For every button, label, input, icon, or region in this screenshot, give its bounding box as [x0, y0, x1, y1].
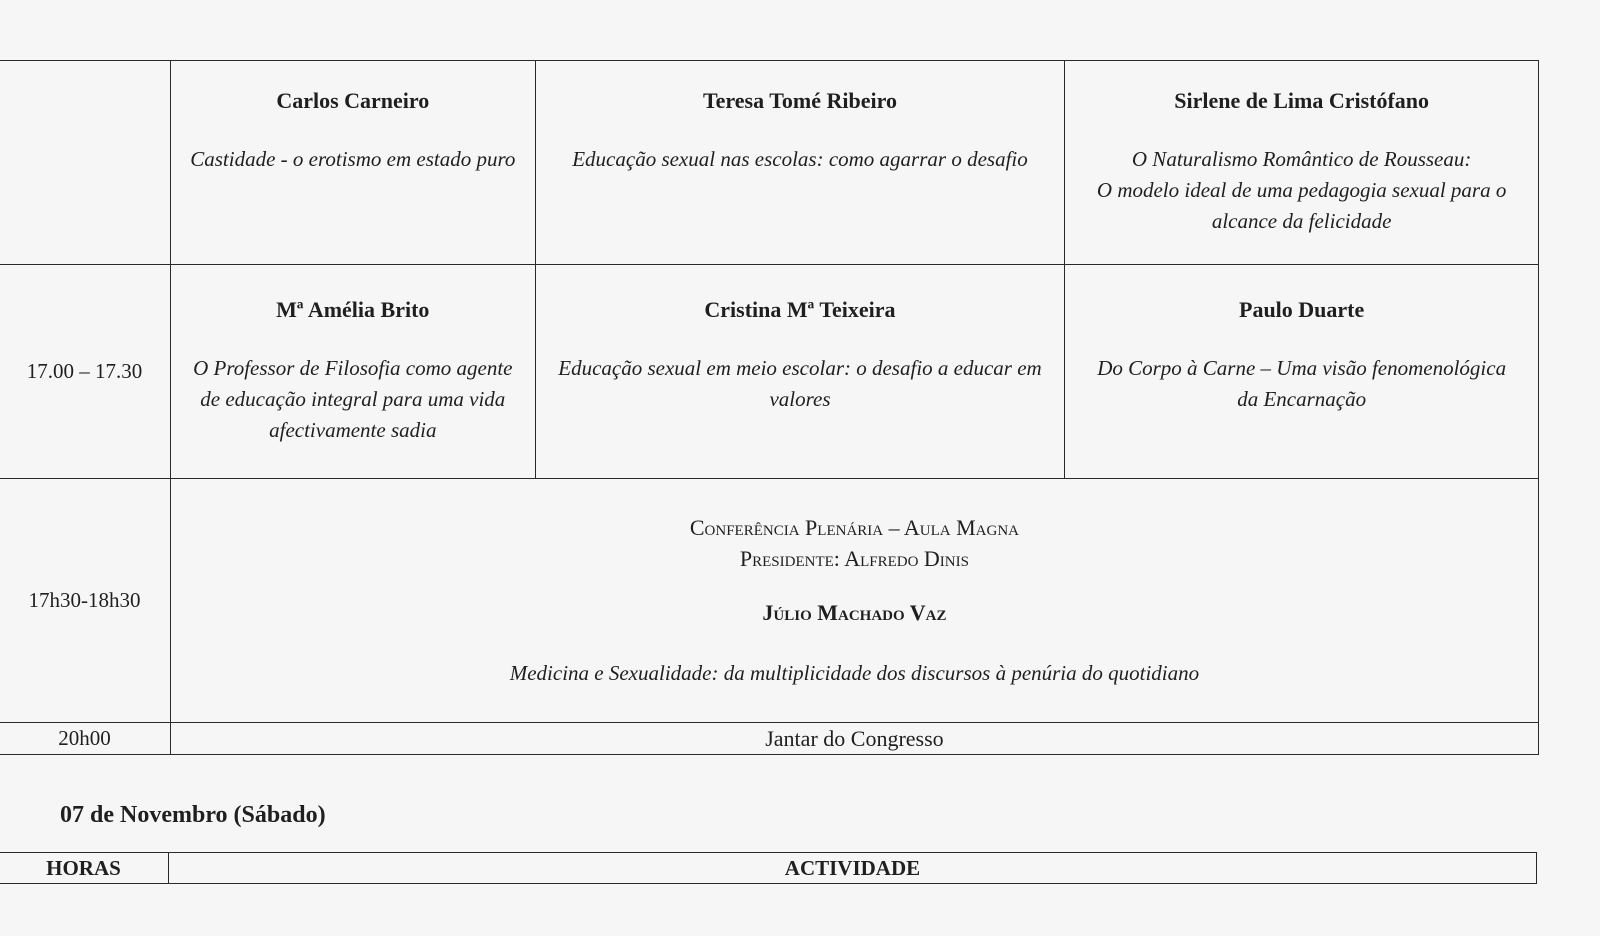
time-cell	[0, 61, 170, 265]
talk-title-line: alcance da felicidade	[1211, 209, 1392, 233]
session-cell	[1065, 61, 1539, 265]
talk-title-line: da Encarnação	[1237, 387, 1367, 411]
schedule-table	[0, 60, 1539, 755]
time-cell: 17.00 – 17.30	[0, 265, 170, 479]
talk-title-line: O modelo ideal de uma pedagogia sexual para o	[1096, 178, 1507, 202]
speaker-name: Cristina Mª Teixeira	[704, 297, 896, 322]
talk-title-line: de educação integral para uma vida	[200, 387, 506, 411]
speaker-name: Paulo Duarte	[1239, 297, 1365, 322]
speaker-name: Mª Amélia Brito	[276, 297, 430, 322]
day2-header-table	[0, 852, 1537, 884]
speaker-name: Teresa Tomé Ribeiro	[703, 88, 897, 113]
schedule-row	[0, 479, 1539, 723]
speaker-name: Sirlene de Lima Cristófano	[1174, 88, 1430, 113]
talk-title-line: O Professor de Filosofia como agente	[193, 356, 513, 380]
dinner-cell: Jantar do Congresso	[170, 723, 1538, 755]
plenary-heading: Conferência Plenária – Aula Magna	[689, 515, 1020, 540]
schedule-row	[0, 723, 1539, 755]
activity-header: ACTIVIDADE	[168, 853, 1536, 884]
time-cell: 20h00	[0, 723, 170, 755]
plenary-title: Medicina e Sexualidade: da multiplicidade dos discursos à penúria do quotidiano	[509, 661, 1200, 685]
talk-title-line: O Naturalismo Romântico de Rousseau:	[1131, 147, 1472, 171]
talk-title: Castidade - o erotismo em estado puro	[190, 147, 516, 171]
plenary-speaker: Júlio Machado Vaz	[762, 600, 947, 625]
session-cell	[170, 61, 535, 265]
schedule-row	[0, 61, 1539, 265]
talk-title-line: afectivamente sadia	[269, 418, 437, 442]
talk-title-line: valores	[769, 387, 831, 411]
session-cell	[535, 61, 1065, 265]
session-cell	[1065, 265, 1539, 479]
plenary-cell	[170, 479, 1538, 723]
talk-title-line: Educação sexual em meio escolar: o desafio a educar em	[558, 356, 1042, 380]
plenary-president: Presidente: Alfredo Dinis	[739, 546, 969, 571]
day-title: 07 de Novembro (Sábado)	[60, 802, 326, 828]
schedule-row	[0, 265, 1539, 479]
talk-title-line: Do Corpo à Carne – Uma visão fenomenológica	[1097, 356, 1507, 380]
talk-title: Educação sexual nas escolas: como agarrar o desafio	[572, 147, 1028, 171]
speaker-name: Carlos Carneiro	[276, 88, 430, 113]
hours-header: HORAS	[0, 853, 168, 884]
session-cell	[170, 265, 535, 479]
session-cell	[535, 265, 1065, 479]
time-cell: 17h30-18h30	[0, 479, 170, 723]
